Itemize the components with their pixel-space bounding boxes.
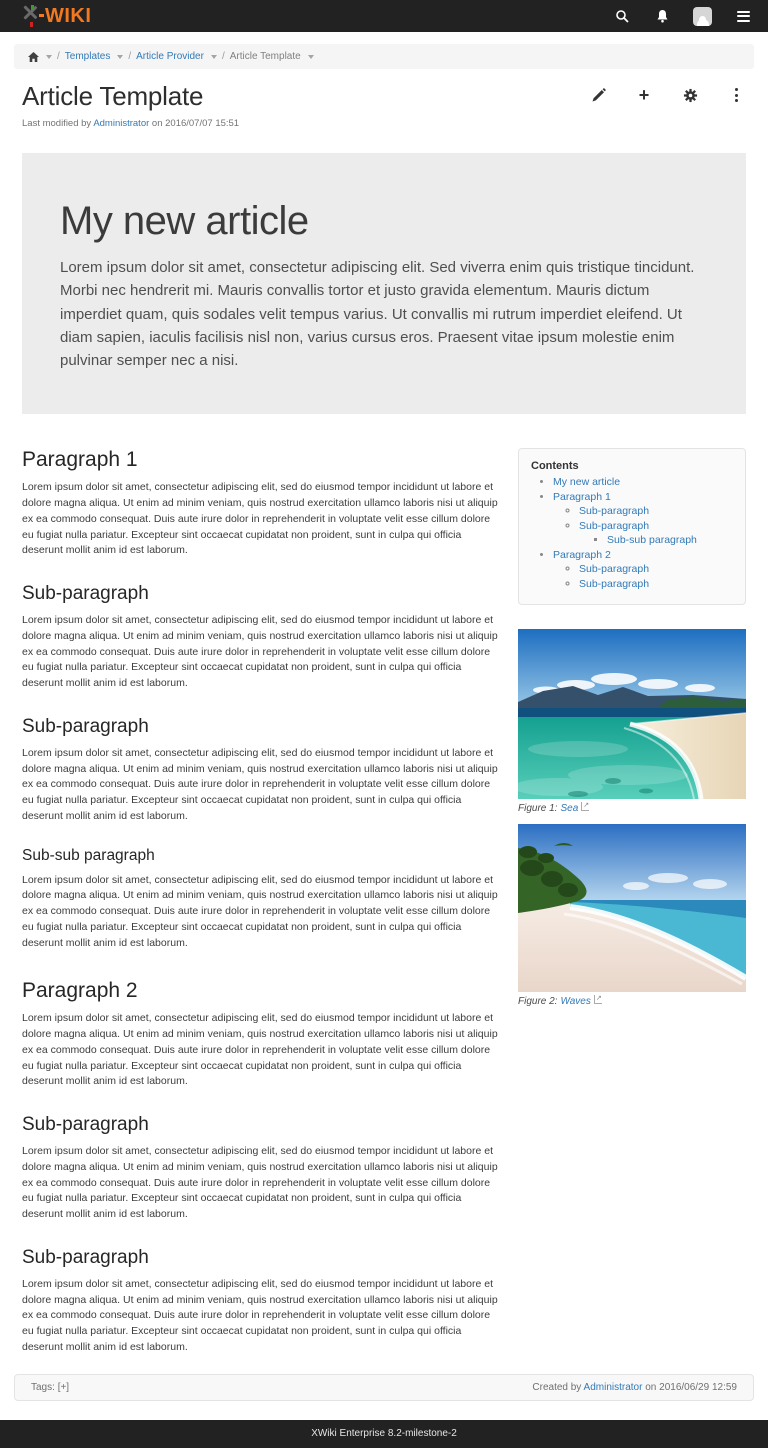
last-modified-line [22,118,746,129]
user-avatar[interactable] [693,7,712,26]
section-paragraph: Lorem ipsum dolor sit amet, consectetur adipiscing elit, sed do eiusmod tempor incididunt ut labore et dolore magna aliqua. Ut enim ad minim veniam, quis nostrud exercitation ullamco laboris nisi ut aliquip ex ea commodo consequat. Duis aute irure dolor in reprehenderit in voluptate velit esse cillum dolore eu fugiat nulla pariatur. Excepteur sint occaecat cupidatat non proident, sunt in culpa qui officia deserunt mollit anim id est laborum. [22,614,498,689]
xwiki-logo-text: WIKI [45,5,92,27]
section-paragraph: Lorem ipsum dolor sit amet, consectetur adipiscing elit, sed do eiusmod tempor incididunt ut labore et dolore magna aliqua. Ut enim ad minim veniam, quis nostrud exercitation ullamco laboris nisi ut aliquip ex ea commodo consequat. Duis aute irure dolor in reprehenderit in voluptate velit esse cillum dolore eu fugiat nulla pariatur. Excepteur sint occaecat cupidatat non proident, sunt in culpa qui officia deserunt mollit anim id est laborum. [22,1145,498,1220]
external-link-icon: ↗ [583,802,590,810]
toc-item [553,490,733,548]
figure-sea [518,629,746,814]
breadcrumb-item-templates[interactable]: Templates [64,51,111,62]
toc-item [579,577,733,592]
article-hero-title: My new article [60,199,309,243]
contents-panel [518,448,746,605]
external-link-icon: ↗ [595,995,602,1003]
version-footer [0,1420,768,1448]
toc-link[interactable]: Sub-paragraph [579,505,650,518]
figure-waves [518,824,746,1007]
section-heading: Paragraph 1 [22,448,138,472]
search-icon[interactable] [613,7,631,25]
bell-icon[interactable] [653,7,671,25]
modified-author-link[interactable]: Administrator [93,118,150,129]
modified-suffix: on 2016/07/07 15:51 [151,118,240,129]
breadcrumb-caret[interactable] [46,55,52,59]
page-header [22,81,746,112]
section-heading: Sub-paragraph [22,583,149,604]
figure-caption-prefix: Figure 2: [518,996,558,1008]
xwiki-logo-x-icon [22,5,42,27]
breadcrumb-item-article-template: Article Template [229,51,301,62]
breadcrumb-bar [14,44,754,69]
more-options-icon[interactable] [728,87,744,103]
article-sections [22,448,498,1355]
toc-item [579,504,733,519]
breadcrumb-caret[interactable] [211,55,217,59]
toc-item [553,475,733,490]
article-hero-lead: Lorem ipsum dolor sit amet, consectetur adipiscing elit. Sed viverra enim quis tristique tincidunt. Morbi nec hendrerit mi. Mauris convallis tortor et justo gravida elementum. Mauris dictum imperdiet quam, quis sodales velit tempus varius. Ut convallis mi rutrum imperdiet eleifend. Ut diam sapien, iaculis facilisis nisl non, varius cursus eros. Praesent vitae ipsum molestie enim pulvinar semper nec a nisi. [60,259,695,369]
toc-link[interactable]: Sub-paragraph [579,577,650,590]
waves-photo[interactable] [518,824,746,992]
toc-link[interactable]: Sub-paragraph [579,519,650,532]
right-column [518,448,746,1007]
top-navbar [0,0,768,32]
toc-item [579,519,733,548]
breadcrumb-separator: / [57,51,60,62]
toc-item [607,533,733,548]
modified-prefix: Last modified by [22,118,92,129]
figure-waves-caption [518,996,746,1007]
home-icon[interactable] [28,52,39,62]
settings-gear-icon[interactable] [682,87,698,103]
add-tag-button[interactable]: [+] [57,1381,70,1393]
section-paragraph: Lorem ipsum dolor sit amet, consectetur adipiscing elit, sed do eiusmod tempor incididunt ut labore et dolore magna aliqua. Ut enim ad minim veniam, quis nostrud exercitation ullamco laboris nisi ut aliquip ex ea commodo consequat. Duis aute irure dolor in reprehenderit in voluptate velit esse cillum dolore eu fugiat nulla pariatur. Excepteur sint occaecat cupidatat non proident, sunt in culpa qui officia deserunt mollit anim id est laborum. [22,481,498,557]
created-author-link[interactable]: Administrator [583,1381,643,1393]
section-heading: Sub-paragraph [22,715,149,737]
xwiki-logo[interactable] [22,5,91,27]
main-content [0,69,768,1356]
toc-link[interactable]: Sub-sub paragraph [607,534,697,547]
page-title: Article Template [22,81,204,111]
section-heading: Paragraph 2 [22,979,138,1003]
breadcrumb-separator: / [128,51,132,62]
menu-icon[interactable] [734,7,752,25]
section-heading: Sub-paragraph [22,1114,149,1135]
edit-pencil-icon[interactable] [590,87,606,103]
section-paragraph: Lorem ipsum dolor sit amet, consectetur adipiscing elit, sed do eiusmod tempor incididunt ut labore et dolore magna aliqua. Ut enim ad minim veniam, quis nostrud exercitation ullamco laboris nisi ut aliquip ex ea commodo consequat. Duis aute irure dolor in reprehenderit in voluptate velit esse cillum dolore eu fugiat nulla pariatur. Excepteur sint occaecat cupidatat non proident, sunt in culpa qui officia deserunt mollit anim id est laborum. [22,746,498,822]
figure-sea-caption [518,803,746,814]
sea-photo[interactable] [518,629,746,799]
breadcrumb-separator: / [221,51,225,62]
section-paragraph: Lorem ipsum dolor sit amet, consectetur adipiscing elit, sed do eiusmod tempor incididunt ut labore et dolore magna aliqua. Ut enim ad minim veniam, quis nostrud exercitation ullamco laboris nisi ut aliquip ex ea commodo consequat. Duis aute irure dolor in reprehenderit in voluptate velit esse cillum dolore eu fugiat nulla pariatur. Excepteur sint occaecat cupidatat non proident, sunt in culpa qui officia deserunt mollit anim id est laborum. [22,1277,498,1353]
article-hero [22,153,746,414]
section-heading: Sub-paragraph [22,1246,149,1268]
breadcrumb-caret[interactable] [308,55,314,59]
toc-link[interactable]: Paragraph 2 [553,548,611,561]
breadcrumb [28,51,740,62]
doc-footer [14,1374,754,1401]
toc-item [579,562,733,577]
version-text: XWiki Enterprise 8.2-milestone-2 [311,1428,457,1439]
breadcrumb-caret[interactable] [117,55,123,59]
tags-area [31,1382,69,1393]
tags-label: Tags: [31,1381,55,1393]
figure-sea-link[interactable]: Sea [560,803,579,815]
created-prefix: Created by [532,1381,582,1393]
navbar-icons [613,7,752,26]
toc-link[interactable]: Paragraph 1 [553,490,611,503]
create-plus-icon[interactable]: + [638,85,650,105]
contents-list [531,475,733,591]
created-line [532,1382,737,1393]
section-paragraph: Lorem ipsum dolor sit amet, consectetur adipiscing elit, sed do eiusmod tempor incididunt ut labore et dolore magna aliqua. Ut enim ad minim veniam, quis nostrud exercitation ullamco laboris nisi ut aliquip ex ea commodo consequat. Duis aute irure dolor in reprehenderit in voluptate velit esse cillum dolore eu fugiat nulla pariatur. Excepteur sint occaecat cupidatat non proident, sunt in culpa qui officia deserunt mollit anim id est laborum. [22,873,498,949]
toc-item [553,548,733,592]
breadcrumb-item-article-provider[interactable]: Article Provider [136,51,204,62]
toc-link[interactable]: My new article [553,476,621,489]
section-paragraph: Lorem ipsum dolor sit amet, consectetur adipiscing elit, sed do eiusmod tempor incididunt ut labore et dolore magna aliqua. Ut enim ad minim veniam, quis nostrud exercitation ullamco laboris nisi ut aliquip ex ea commodo consequat. Duis aute irure dolor in reprehenderit in voluptate velit esse cillum dolore eu fugiat nulla pariatur. Excepteur sint occaecat cupidatat non proident, sunt in culpa qui officia deserunt mollit anim id est laborum. [22,1012,498,1088]
created-suffix: on 2016/06/29 12:59 [645,1381,737,1393]
figure-waves-link[interactable]: Waves [560,996,591,1008]
contents-title: Contents [531,460,579,473]
figure-caption-prefix: Figure 1: [518,803,558,815]
toc-link[interactable]: Sub-paragraph [579,563,650,576]
section-heading: Sub-sub paragraph [22,846,155,864]
page-actions [590,87,744,103]
content-row [22,448,746,1355]
